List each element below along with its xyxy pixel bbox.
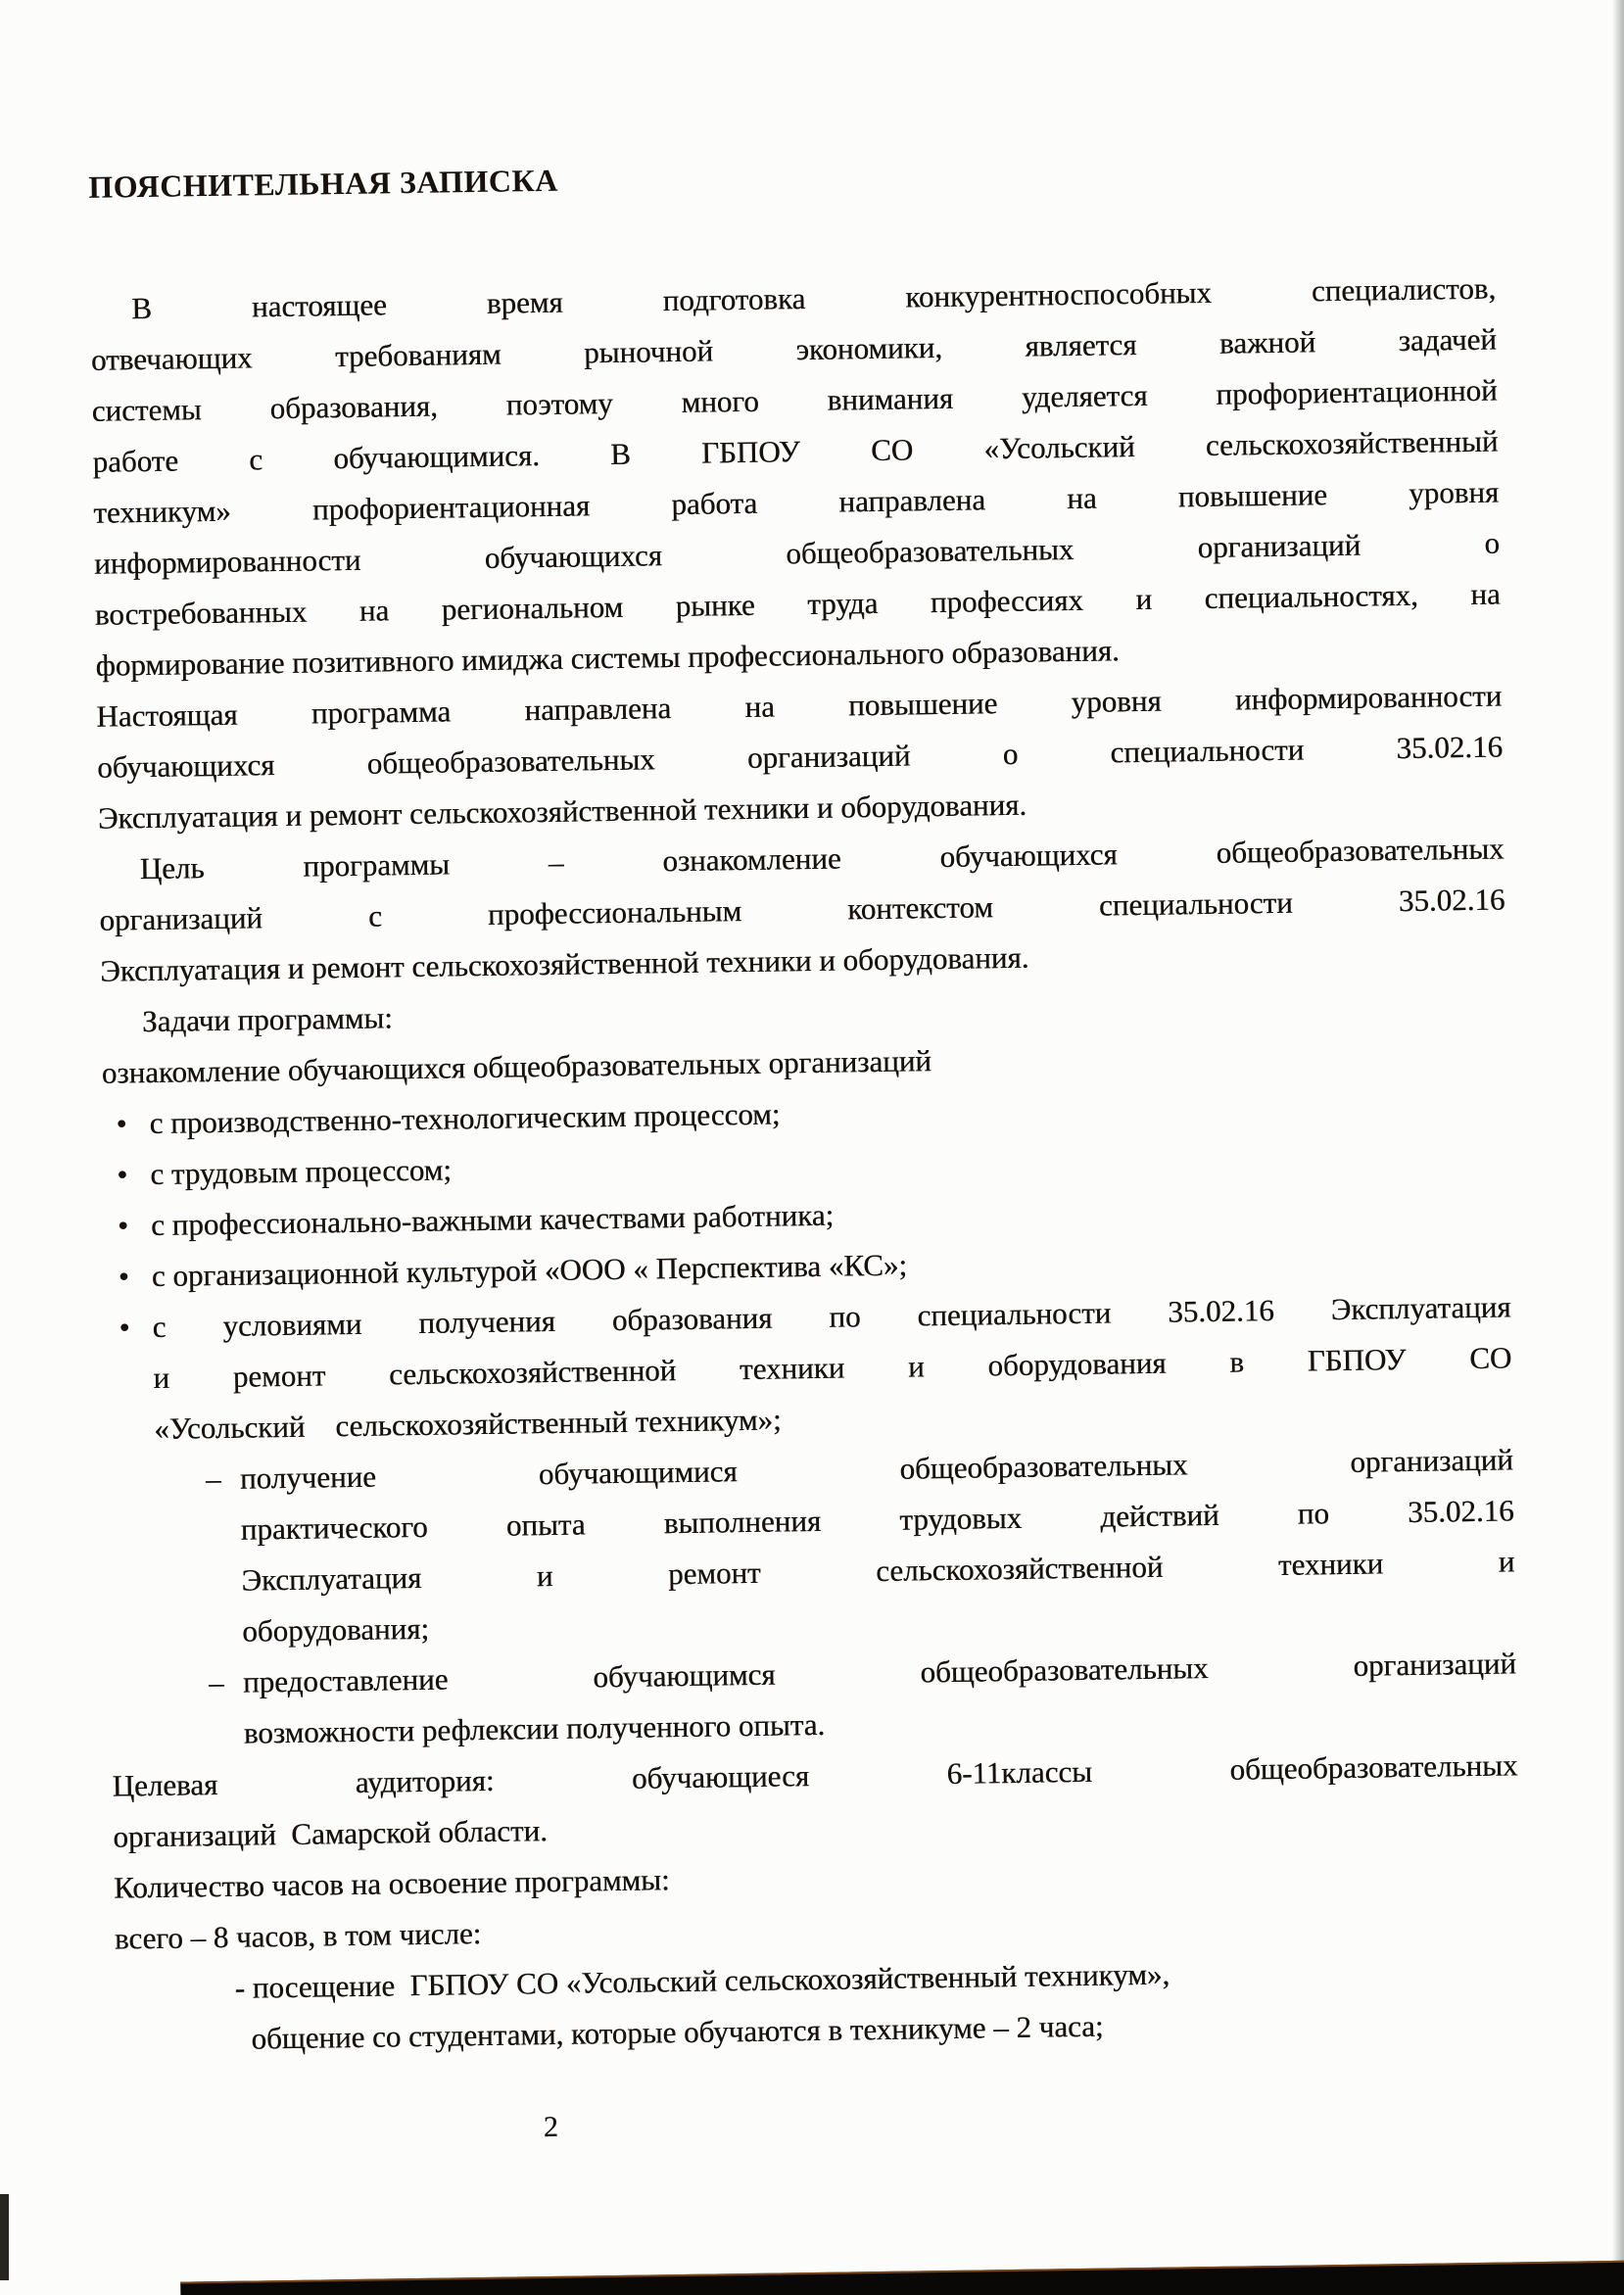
intro-paragraph: [90, 263, 1504, 844]
page-number: 2: [543, 2110, 559, 2144]
hours-total: всего – 8 часов, в том числе:: [114, 1916, 482, 1956]
paragraph-line: организаций Самарской области.: [113, 1813, 549, 1854]
goal-paragraph: [98, 823, 1505, 996]
paragraph-line: Эксплуатация и ремонт сельскохозяйственной техники и оборудования.: [97, 787, 1027, 836]
hours-item: общение со студентами, которые обучаются в техникуме – 2 часа;: [251, 2008, 1104, 2056]
bullet-marker: •: [118, 1259, 129, 1294]
bullet-list: [102, 1077, 1512, 1455]
paragraph-line: обучающихся общеобразовательных организаций о специальности 35.02.16: [96, 729, 1504, 785]
sub-item-list: [108, 1434, 1517, 1760]
dash-marker: –: [205, 1460, 221, 1497]
sub-item-line: оборудования;: [242, 1610, 430, 1649]
paragraph-line: информированности обучающихся общеобразовательных организаций о: [93, 525, 1501, 581]
paragraph-line: Цель программы – ознакомление обучающихся общеобразовательных: [139, 831, 1505, 886]
tasks-header: Задачи программы:: [141, 1000, 394, 1039]
bullet-item-line: с условиями получения образования по специальности 35.02.16 Эксплуатация: [152, 1289, 1511, 1345]
paragraph-line: отвечающих требованиям рыночной экономики, является важной задачей: [90, 321, 1498, 377]
tasks-intro: ознакомление обучающихся общеобразовательных организаций: [101, 1043, 932, 1090]
paragraph-line: формирование позитивного имиджа системы профессионального образования.: [95, 633, 1120, 683]
paragraph-line: В настоящее время подготовка конкурентноспособных специалистов,: [130, 270, 1497, 326]
paragraph-line: Эксплуатация и ремонт сельскохозяйственной техники и оборудования.: [99, 939, 1029, 988]
bullet-item-line: и ремонт сельскохозяйственной техники и оборудования в ГБПОУ СО: [153, 1340, 1512, 1396]
paragraph-line: Целевая аудитория: обучающиеся 6-11классы общеобразовательных: [112, 1747, 1518, 1803]
page-title: ПОЯСНИТЕЛЬНАЯ ЗАПИСКА: [88, 162, 559, 205]
sub-item-line: предоставление обучающимся общеобразовательных организаций: [242, 1646, 1517, 1699]
paragraph-line: системы образования, поэтому много внимания уделяется профориентационной: [91, 372, 1498, 428]
bullet-item-line: «Усольский сельскохозяйственный техникум»;: [153, 1402, 782, 1446]
bullet-item-line: с производственно-технологическим процессом;: [149, 1096, 781, 1141]
bullet-marker: •: [117, 1157, 128, 1192]
paragraph-line: техникум» профориентационная работа направлена на повышение уровня: [93, 474, 1500, 530]
bullet-item-line: с профессионально-важными качествами работника;: [150, 1197, 835, 1243]
sub-item-line: получение обучающимися общеобразовательных организаций: [239, 1442, 1514, 1496]
paragraph-line: Настоящая программа направлена на повышение уровня информированности: [96, 678, 1503, 734]
sub-item-line: возможности рефлексии полученного опыта.: [243, 1706, 826, 1750]
paragraph-line: работе с обучающимися. В ГБПОУ СО «Усольский сельскохозяйственный: [92, 423, 1499, 479]
bullet-item: [105, 1281, 1512, 1455]
bullet-item-line: с организационной культурой «ООО « Перспектива «КС»;: [151, 1247, 908, 1294]
sub-item: [111, 1638, 1517, 1760]
bullet-marker: •: [117, 1208, 129, 1243]
sub-item: [108, 1434, 1516, 1658]
bullet-item-line: с трудовым процессом;: [150, 1152, 453, 1192]
hours-item: - посещение ГБПОУ СО «Усольский сельскохозяйственный техникум»,: [234, 1956, 1170, 2005]
dash-marker: –: [208, 1664, 224, 1700]
sub-item-line: практического опыта выполнения трудовых действий по 35.02.16: [240, 1493, 1514, 1547]
left-edge-scan-mark: [0, 2194, 9, 2280]
bullet-marker: •: [119, 1310, 130, 1345]
hours-header: Количество часов на освоение программы:: [113, 1862, 670, 1905]
paragraph-line: организаций с профессиональным контекстом специальности 35.02.16: [99, 882, 1505, 937]
paragraph-line: востребованных на региональном рынке труда профессиях и специальностях, на: [94, 576, 1501, 632]
sub-item-line: Эксплуатация и ремонт сельскохозяйственной техники и: [241, 1544, 1515, 1598]
bullet-marker: •: [116, 1106, 127, 1141]
